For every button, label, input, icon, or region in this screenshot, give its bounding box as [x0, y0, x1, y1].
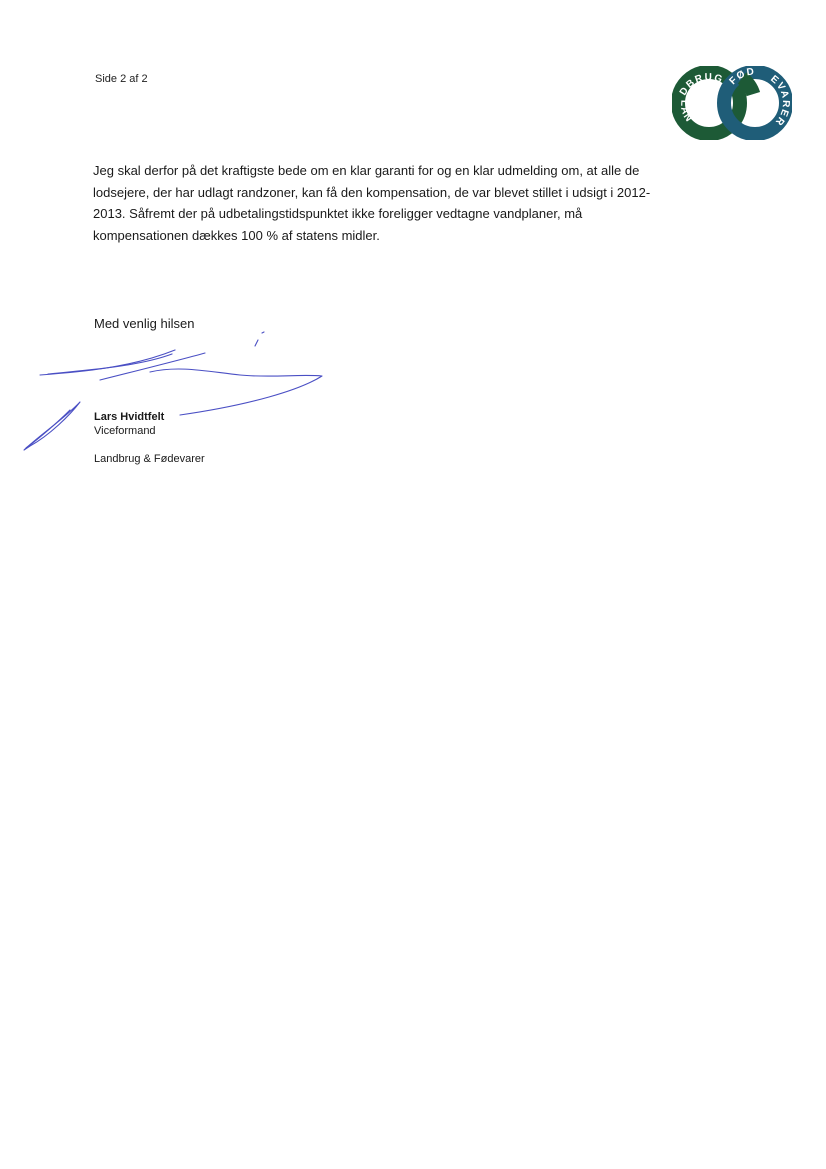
page-number: Side 2 af 2 [95, 73, 148, 85]
svg-text:DBRUG: DBRUG [677, 71, 725, 98]
handwritten-signature [0, 320, 360, 460]
signer-name: Lars Hvidtfelt [94, 411, 165, 423]
landbrug-foedevarer-logo [672, 66, 792, 140]
closing-greeting: Med venlig hilsen [94, 316, 195, 331]
svg-text:FØD: FØD [727, 66, 757, 88]
svg-text:EVARER: EVARER [768, 73, 792, 129]
signer-title: Viceformand [94, 425, 156, 437]
organization-name: Landbrug & Fødevarer [94, 453, 205, 465]
body-paragraph: Jeg skal derfor på det kraftigste bede om en klar garanti for og en klar udmelding om, at alle de lodsejere, der har udlagt randzoner, kan få den kompensation, de var blevet stillet i udsigt i 2012-2013. Såfremt der på udbetalingstidspunktet ikke foreligger vedtagne vandplaner, må kompensationen dækkes 100 % af statens midler. [93, 163, 651, 243]
svg-text:LAN: LAN [678, 99, 695, 126]
